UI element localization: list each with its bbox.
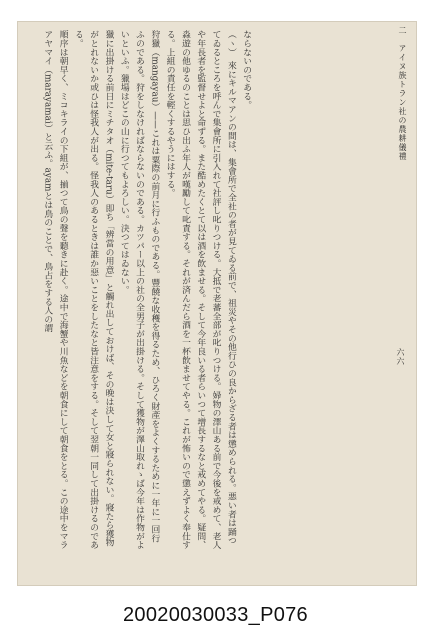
paragraph-5: 順序は朝早く、ミコキライの下組が、揃つて鳥の聲を聽きに赴く。途中で海蟹や川魚などを朝食にして朝食をとる。この途中をマラアヤマイ（marayamai）と云ふ。ayamとは鳥のことで、鳥占をする人の謂	[42, 30, 68, 550]
running-header: 二 アイヌ族トラン社の農耕儀禮	[398, 26, 407, 161]
paragraph-3: 狩獵（mangayau）——これは粟際の前月に行ふものである。豐饒な收穫を得るため、ひろく財產をよくするために一年に一回行ふのである。狩をしなければならないのである。カツパー以上の社の全男子が出掛ける。そして獲物が澤山取れゝば今年は作物がよいといふ。獵場はどこの山に行つてもよろしい。決つてはゐない。	[118, 30, 160, 550]
paragraph-1: ならないのである。	[241, 30, 252, 110]
paragraph-2: （ヽ） 來にキルマアンの間は、集會所で全社の者が見てゐる前で、祖災やその他行ひの良からざる者は懲められる。悪い者は踊つてゐるところを呼んで集會所に引入れて社評し叱りつける。大抵で老蕃全部が叱りつける。婦物の澤山ある前で今後を戒めて、老人や年長者を監督せよと命ずる。また酷めたくとて以は酒を飲ませる。そして今年良いる者らいつて增長するなと戒めてやる。疑問、淼遊の他ゆるのことは思ひ出ふ年人が嘆勵して叱責する。それが済んだら酒を一杯飲ませてやる。これが怖いので懲えずよく奉仕する。上組の責任を輕くするやうにはする。	[164, 30, 236, 550]
vertical-body-text	[39, 30, 253, 550]
page-number: 六六	[396, 348, 405, 366]
paragraph-4: 獵に出掛ける前日にミチタオ（mite-taru）即ち「辨當の用意」と觸れ出しておけば、その晚は決して女と寢られない。寢たら獲物がとれないか或ひは怪我人が出る。怪我人のあるときは誰か惡いことをしたなと皆注意をする。そして翌朝一同して出掛けるのである。	[72, 30, 114, 550]
body-text-area	[39, 30, 389, 570]
archive-id-caption: 20020030033_P076	[123, 604, 308, 626]
scanned-page	[18, 22, 416, 585]
